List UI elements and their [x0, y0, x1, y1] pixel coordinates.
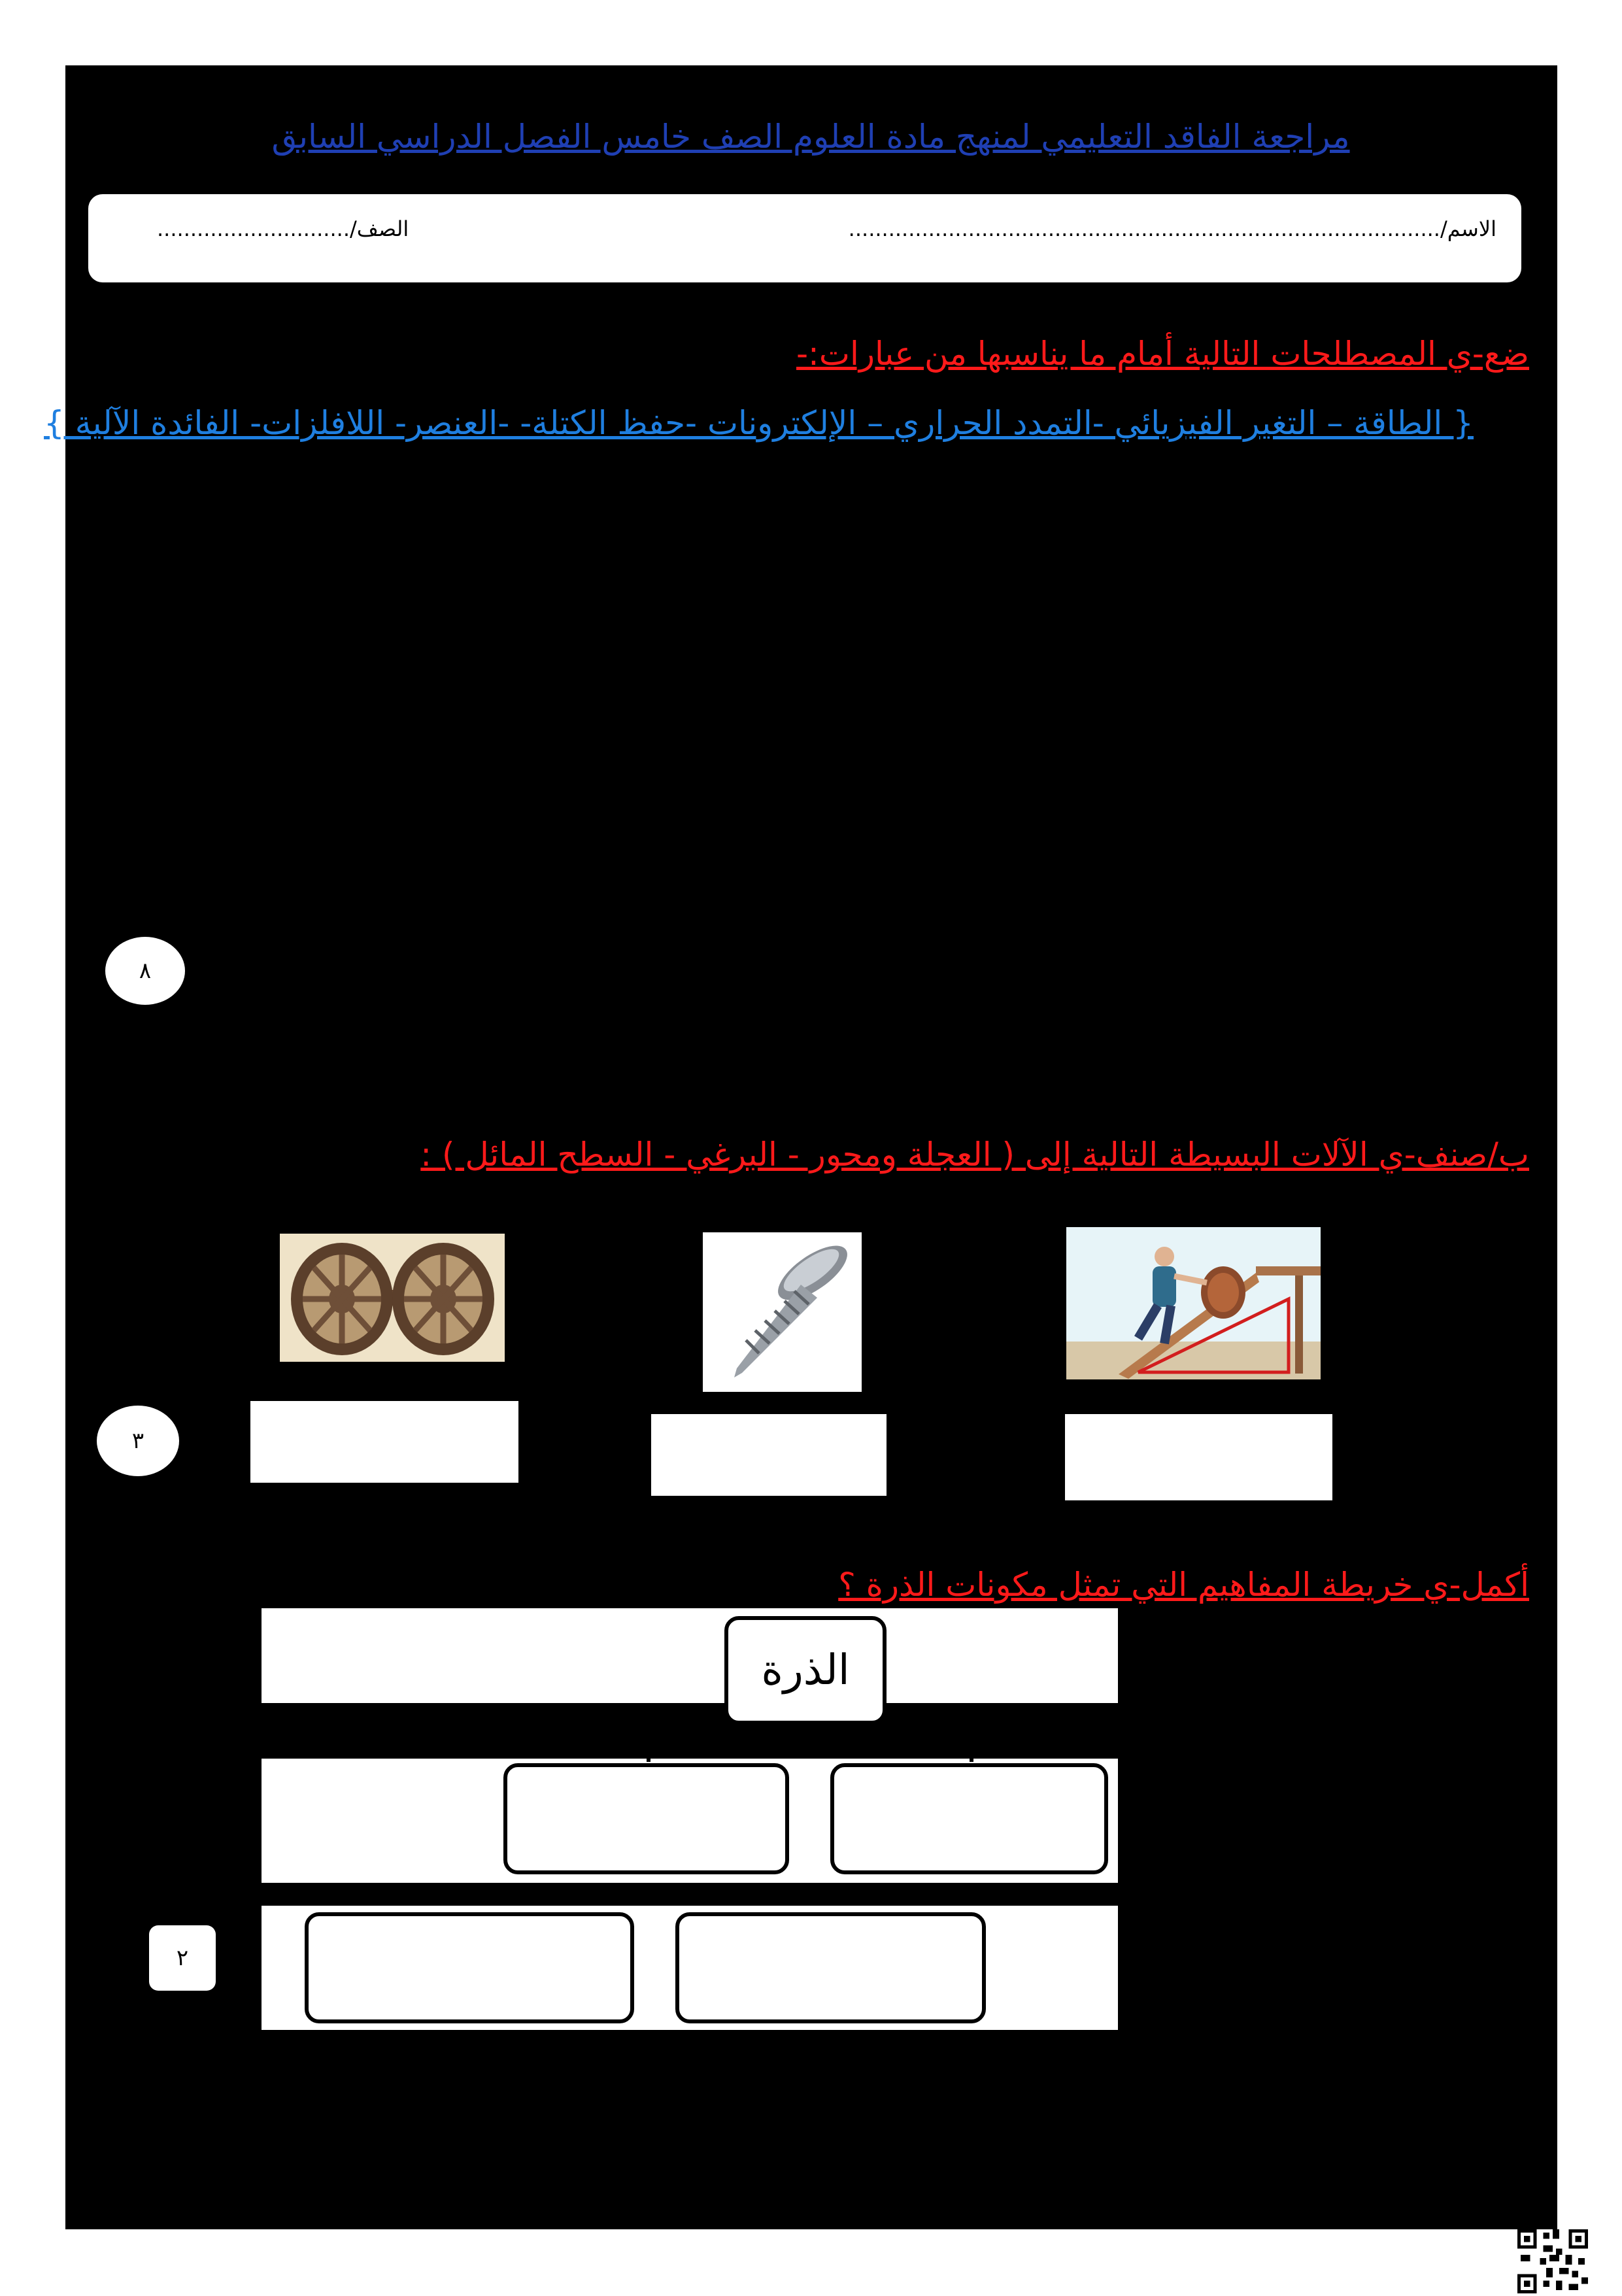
question-2-instruction: ب/صنف-ي الآلات البسيطة التالية إلى ( العجلة ومحور - البرغي - السطح المائل ) : — [420, 1136, 1529, 1173]
student-info-box — [88, 194, 1521, 282]
class-field[interactable]: الصف/............................. — [157, 216, 409, 241]
screw-icon — [703, 1232, 862, 1392]
score-q2: ٣ — [131, 1428, 144, 1454]
concept-node-bottom-right[interactable] — [675, 1912, 986, 2023]
score-circle-q2 — [97, 1406, 179, 1476]
score-circle-q1 — [105, 937, 185, 1005]
qr-code — [1517, 2229, 1589, 2293]
score-box-q3 — [149, 1925, 216, 1991]
concept-node-bottom-left[interactable] — [305, 1912, 634, 2023]
question-3-instruction: أكمل-ي خريطة المفاهيم التي تمثل مكونات الذرة ؟ — [838, 1566, 1529, 1604]
connector-line — [647, 1883, 650, 1906]
inclined-plane-icon — [1066, 1227, 1321, 1379]
inclined-plane-image — [1066, 1227, 1321, 1379]
atom-label: الذرة — [761, 1646, 850, 1695]
question-1-instruction: ضع-ي المصطلحات التالية أمام ما يناسبها من عبارات:- — [796, 335, 1529, 373]
connector-line — [469, 1883, 473, 1906]
wheel-and-axle-image — [280, 1234, 505, 1362]
score-q1: ٨ — [139, 958, 152, 984]
connector-line — [647, 1723, 650, 1762]
concept-node-right[interactable] — [830, 1763, 1108, 1874]
connector-line — [970, 1723, 973, 1762]
qr-code-icon — [1517, 2229, 1589, 2293]
atom-root-node — [724, 1616, 887, 1725]
answer-box-screw[interactable] — [651, 1414, 887, 1496]
screw-image — [703, 1232, 862, 1392]
answer-box-inclined-plane[interactable] — [1065, 1414, 1332, 1500]
page-title: مراجعة الفاقد التعليمي لمنهج مادة العلوم الصف خامس الفصل الدراسي السابق — [271, 118, 1350, 156]
terms-list: { الطاقة – التغير الفيزيائي -التمدد الحراري – الإلكترونات -حفظ الكتلة- -العنصر- اللافلزات- الفائدة الآلية } — [44, 404, 1474, 442]
name-field[interactable]: الاسم/......................................................................................... — [848, 216, 1496, 241]
wheel-and-axle-icon — [280, 1234, 505, 1362]
concept-node-left[interactable] — [503, 1763, 789, 1874]
answer-box-wheel-and-axle[interactable] — [250, 1401, 518, 1483]
concept-map-row-1 — [262, 1608, 1118, 1703]
score-q3: ٢ — [176, 1945, 189, 1971]
